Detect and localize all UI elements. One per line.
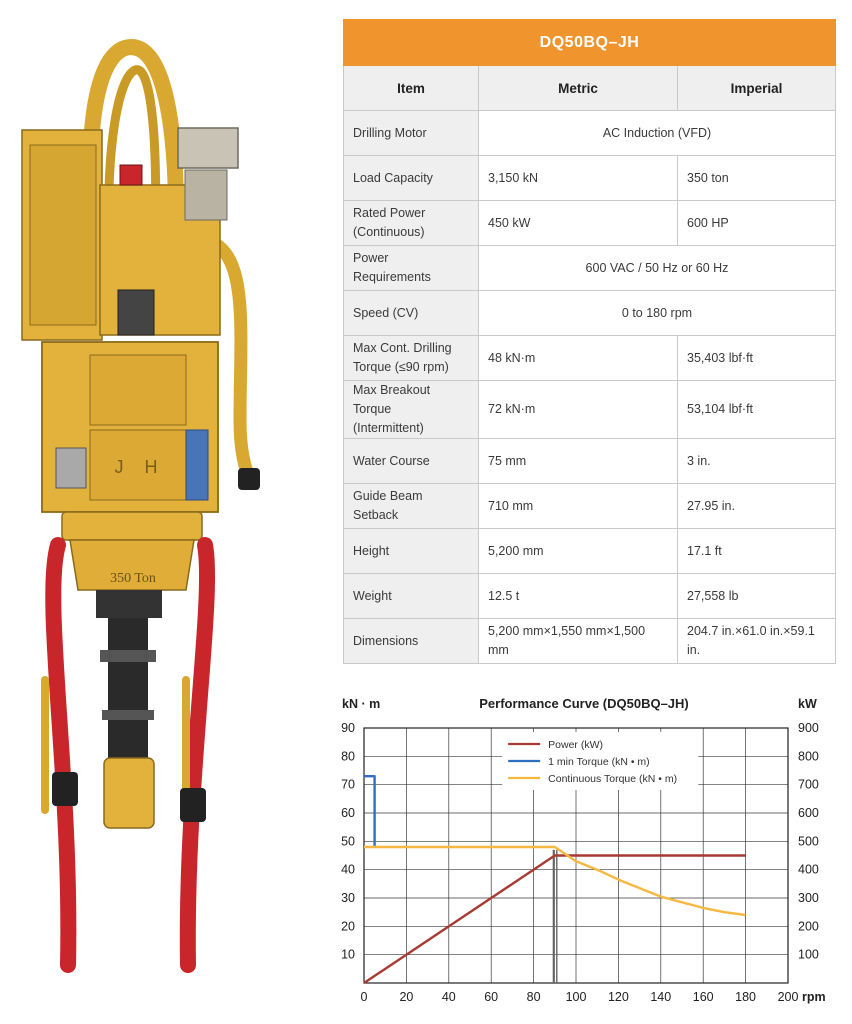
table-row xyxy=(344,111,836,156)
row-metric-value: 5,200 mm×1,550 mm×1,500 mm xyxy=(479,619,678,664)
header-metric: Metric xyxy=(479,66,678,111)
row-merged-value: 600 VAC / 50 Hz or 60 Hz xyxy=(479,246,836,291)
table-row xyxy=(344,619,836,664)
table-row xyxy=(344,246,836,291)
drive-motor-frame xyxy=(22,128,238,340)
x-tick-label: 160 xyxy=(692,990,714,1004)
y-right-tick-label: 800 xyxy=(798,749,819,764)
x-tick-label: 40 xyxy=(441,990,456,1004)
row-metric-value: 5,200 mm xyxy=(479,529,678,574)
x-tick-label: 180 xyxy=(735,990,757,1004)
top-drive-illustration xyxy=(0,0,330,1024)
table-row xyxy=(344,381,836,439)
row-item: Guide Beam Setback xyxy=(344,484,479,529)
legend-label: Continuous Torque (kN • m) xyxy=(548,773,678,785)
row-metric-value: 3,150 kN xyxy=(479,156,678,201)
row-item: Drilling Motor xyxy=(344,111,479,156)
y-right-tick-label: 300 xyxy=(798,891,819,905)
row-merged-value: 0 to 180 rpm xyxy=(479,291,836,336)
row-imperial-value: 27,558 lb xyxy=(678,574,836,619)
row-imperial-value: 53,104 lbf·ft xyxy=(678,381,836,439)
y-right-tick-label: 200 xyxy=(798,919,819,934)
y-right-tick-label: 900 xyxy=(798,721,819,735)
header-item: Item xyxy=(344,66,479,111)
y-left-tick-label: 20 xyxy=(341,919,355,934)
row-imperial-value: 350 ton xyxy=(678,156,836,201)
header-imperial: Imperial xyxy=(678,66,836,111)
table-row xyxy=(344,484,836,529)
table-row xyxy=(344,156,836,201)
row-metric-value: 710 mm xyxy=(479,484,678,529)
y-left-tick-label: 70 xyxy=(341,777,355,792)
y-right-tick-label: 500 xyxy=(798,834,819,849)
y-right-tick-label: 600 xyxy=(798,806,819,820)
y-left-tick-label: 30 xyxy=(341,891,355,905)
row-imperial-value: 17.1 ft xyxy=(678,529,836,574)
row-imperial-value: 3 in. xyxy=(678,439,836,484)
x-tick-label: 0 xyxy=(360,990,368,1004)
x-tick-label: 80 xyxy=(526,990,541,1004)
row-metric-value: 12.5 t xyxy=(479,574,678,619)
row-item: Speed (CV) xyxy=(344,291,479,336)
row-item: Height xyxy=(344,529,479,574)
row-item: Power Requirements xyxy=(344,246,479,291)
x-axis-label: rpm xyxy=(802,990,826,1004)
performance-curve-chart xyxy=(330,686,840,1016)
row-item: Weight xyxy=(344,574,479,619)
y-left-tick-label: 10 xyxy=(341,947,355,962)
y-right-tick-label: 700 xyxy=(798,777,819,792)
x-tick-label: 120 xyxy=(607,990,629,1004)
row-item: Load Capacity xyxy=(344,156,479,201)
hose-end-fitting xyxy=(238,468,260,490)
series-line-one-min-torque xyxy=(364,776,375,847)
row-imperial-value: 27.95 in. xyxy=(678,484,836,529)
y-left-tick-label: 80 xyxy=(341,749,355,764)
x-tick-label: 100 xyxy=(565,990,587,1004)
row-item: Rated Power (Continuous) xyxy=(344,201,479,246)
row-metric-value: 72 kN·m xyxy=(479,381,678,439)
capacity-label: 350 Ton xyxy=(110,571,156,586)
table-row xyxy=(344,336,836,381)
load-collar xyxy=(62,512,202,590)
row-imperial-value: 204.7 in.×61.0 in.×59.1 in. xyxy=(678,619,836,664)
legend-label: Power (kW) xyxy=(548,739,604,751)
row-item: Max Breakout Torque (Intermittent) xyxy=(344,381,479,439)
legend-label: 1 min Torque (kN • m) xyxy=(548,756,650,768)
table-row xyxy=(344,439,836,484)
spec-table-title: DQ50BQ–JH xyxy=(344,20,836,66)
drive-stem xyxy=(96,590,162,828)
chart-title: Performance Curve (DQ50BQ–JH) xyxy=(479,696,689,711)
y-left-axis-label: kN · m xyxy=(342,697,381,711)
table-row xyxy=(344,291,836,336)
y-left-tick-label: 40 xyxy=(341,862,355,877)
spec-table-header-row xyxy=(344,66,836,111)
gearbox-body xyxy=(42,342,218,512)
row-imperial-value: 35,403 lbf·ft xyxy=(678,336,836,381)
x-tick-label: 20 xyxy=(399,990,414,1004)
row-metric-value: 450 kW xyxy=(479,201,678,246)
y-left-tick-label: 60 xyxy=(341,806,355,820)
y-right-tick-label: 100 xyxy=(798,947,819,962)
specification-table xyxy=(343,19,836,664)
spec-table-title-row xyxy=(344,20,836,66)
x-tick-label: 140 xyxy=(650,990,672,1004)
table-row xyxy=(344,201,836,246)
row-imperial-value: 600 HP xyxy=(678,201,836,246)
row-item: Water Course xyxy=(344,439,479,484)
row-metric-value: 48 kN·m xyxy=(479,336,678,381)
row-item: Dimensions xyxy=(344,619,479,664)
y-right-tick-label: 400 xyxy=(798,862,819,877)
y-left-tick-label: 50 xyxy=(341,834,355,849)
table-row xyxy=(344,529,836,574)
row-item: Max Cont. Drilling Torque (≤90 rpm) xyxy=(344,336,479,381)
table-row xyxy=(344,574,836,619)
y-left-tick-label: 90 xyxy=(341,721,355,735)
jh-label: J H xyxy=(114,457,166,477)
x-tick-label: 200 xyxy=(777,990,799,1004)
row-metric-value: 75 mm xyxy=(479,439,678,484)
y-right-axis-label: kW xyxy=(798,697,817,711)
row-merged-value: AC Induction (VFD) xyxy=(479,111,836,156)
x-tick-label: 60 xyxy=(484,990,499,1004)
